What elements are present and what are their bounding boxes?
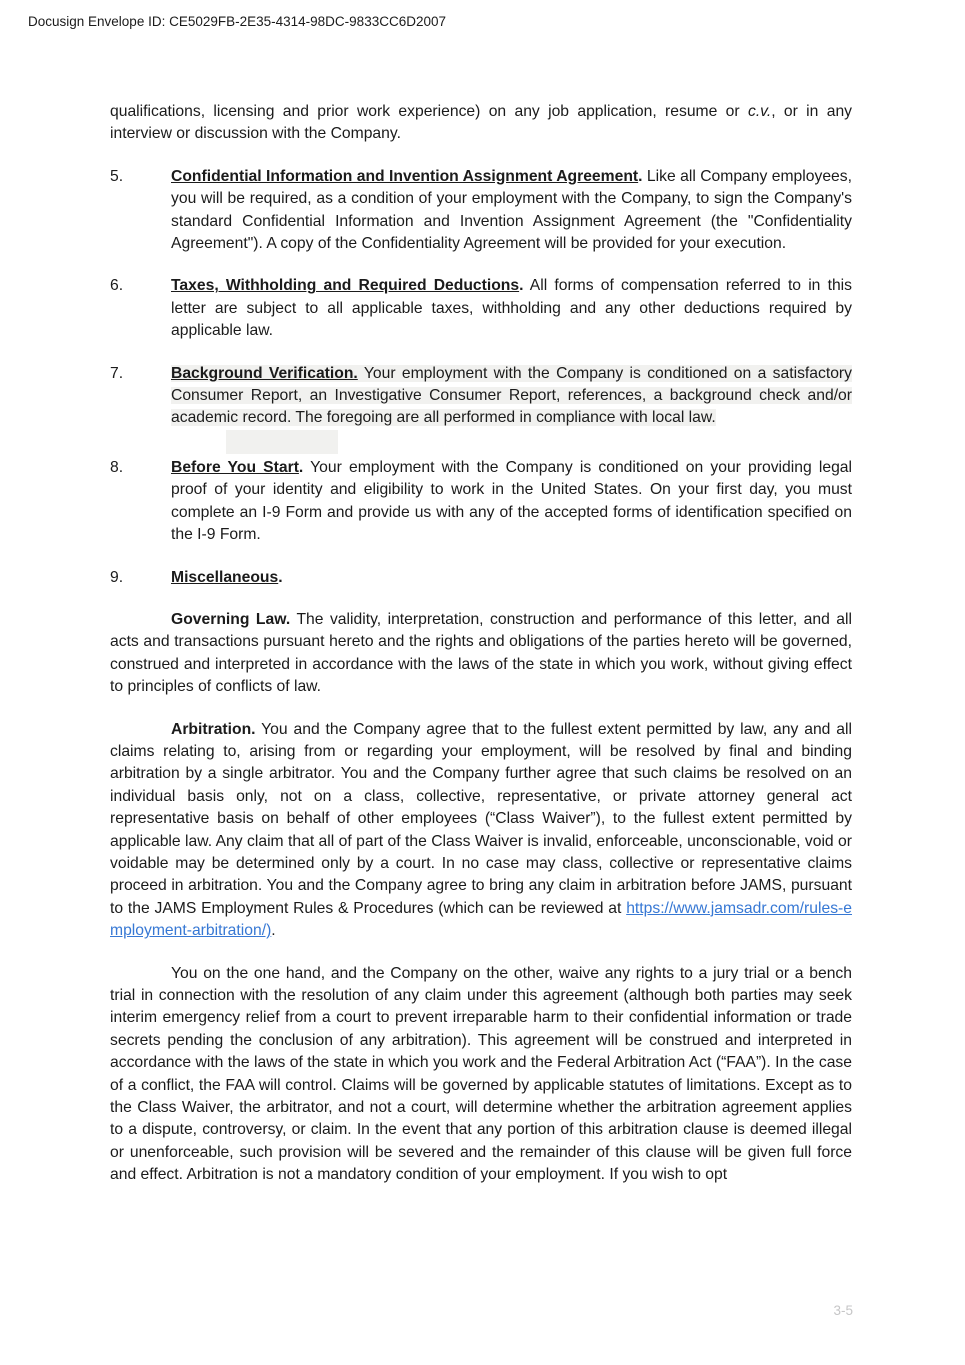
intro-text-start: qualifications, licensing and prior work experience) on any job application, resume or <box>110 103 748 120</box>
page-number: 3-5 <box>833 1303 853 1318</box>
clause-9-miscellaneous <box>110 567 852 589</box>
clause-8-number: 8. <box>110 458 124 476</box>
clause-7-number: 7. <box>110 364 124 382</box>
governing-law-body: The validity, interpretation, construction and performance of this letter, and all acts and transactions pursuant hereto and the rights and obligations of the parties hereto will be governed, construed and interpreted in accordance with the laws of the state in which you work, without giving effect to principles of conflicts of law. <box>110 610 852 696</box>
clause-8-heading: Before You Start <box>171 458 299 476</box>
arbitration-heading: Arbitration. <box>171 720 256 738</box>
clause-8-text: Before You Start. Your employment with the Company is conditioned on your providing legal proof of your identity and eligibility to work in the United States. On your first day, you must complete an I-9 Form and provide us with any of the accepted forms of identification specified on the I-9 Form. <box>171 458 852 544</box>
intro-paragraph <box>110 101 852 146</box>
clause-5-body: Like all Company employees, you will be required, as a condition of your employment with the Company, to sign the Company's standard Confidential Information and Invention Assignment Agreement (the "Confidentiality Agreement"). A copy of the Confidentiality Agreement will be provided for your execution. <box>171 167 852 253</box>
clause-5-confidentiality <box>110 166 852 256</box>
arbitration-body-end: . <box>271 922 276 940</box>
jury-trial-waiver-paragraph: You on the one hand, and the Company on the other, waive any rights to a jury trial or a bench trial in connection with the resolution of any claim under this agreement (although both parties may seek interim emergency relief from a court to prevent irreparable harm to their confidential information or trade secrets pending the conclusion of any arbitration). This agreement will be construed and interpreted in accordance with the laws of the state in which you work and the Federal Arbitration Act (“FAA”). In the case of a conflict, the FAA will control. Claims will be governed by applicable statutes of limitations. Except as to the Class Waiver, the arbitrator, and not a court, will determine whether the arbitration agreement applies to a dispute, controversy, or claim. In the event that any portion of this arbitration clause is deemed illegal or unenforceable, such provision will be severed and the remainder of this clause will be given full force and effect. Arbitration is not a mandatory condition of your employment. If you wish to opt <box>110 964 852 1184</box>
jams-rules-link[interactable]: https://www.jamsadr.com/rules-employment-arbitration/) <box>110 899 852 940</box>
clause-8-body: Your employment with the Company is conditioned on your providing legal proof of your identity and eligibility to work in the United States. On your first day, you must complete an I-9 Form and provide us with any of the accepted forms of identification specified on the I-9 Form. <box>171 458 852 544</box>
clause-6-body: All forms of compensation referred to in this letter are subject to all applicable taxes, withholding and any other deductions required by applicable law. <box>171 277 852 340</box>
cv-italic-text: c.v. <box>747 103 772 120</box>
intro-text-end: , or in any interview or discussion with the Company. <box>110 103 853 143</box>
clause-5-text: Confidential Information and Invention Assignment Agreement. Like all Company employees, you will be required, as a condition of your employment with the Company, to sign the Company's standard Confidential Information and Invention Assignment Agreement (the "Confidentiality Agreement"). A copy of the Confidentiality Agreement will be provided for your execution. <box>171 167 852 253</box>
governing-law-heading: Governing Law. <box>171 610 291 628</box>
letter-body <box>110 101 852 1207</box>
clause-6-taxes <box>110 275 852 342</box>
clause-9-number: 9. <box>110 568 124 586</box>
clause-9-heading: Miscellaneous <box>171 568 279 586</box>
clause-8-before-you-start <box>110 457 852 547</box>
clause-6-text: Taxes, Withholding and Required Deductions. All forms of compensation referred to in this letter are subject to all applicable taxes, withholding and any other deductions required by applicable law. <box>171 277 852 340</box>
clause-7-background-verification <box>110 363 852 454</box>
highlight-selection-block <box>226 430 338 454</box>
clause-6-number: 6. <box>110 277 124 295</box>
clause-5-heading: Confidential Information and Invention Assignment Agreement <box>171 167 639 185</box>
clause-7-heading: Background Verification. <box>171 364 358 382</box>
docusign-envelope-id: Docusign Envelope ID: CE5029FB-2E35-4314-98DC-9833CC6D2007 <box>28 14 446 29</box>
arbitration-paragraph <box>110 719 852 943</box>
governing-law-paragraph <box>110 609 852 699</box>
clause-6-heading: Taxes, Withholding and Required Deductions <box>171 277 520 295</box>
clause-7-body: Your employment with the Company is conditioned on a satisfactory Consumer Report, an Investigative Consumer Report, references, a background check and/or academic record. The foregoing are all performed in compliance with local law. <box>171 364 852 427</box>
clause-7-highlighted-text <box>171 365 852 427</box>
clause-9-text: Miscellaneous. <box>171 568 283 586</box>
clause-5-number: 5. <box>110 167 124 185</box>
arbitration-body-start: You and the Company agree that to the fullest extent permitted by law, any and all claims relating to, arising from or regarding your employment, will be resolved by final and binding arbitration by a single arbitrator. You and the Company further agree that such claims be resolved on an individual basis only, not on a class, collective, representative, or private attorney general act representative basis on behalf of other employees (“Class Waiver”), to the fullest extent permitted by applicable law. Any claim that all of part of the Class Waiver is invalid, enforceable, unconscionable, void or voidable may be determined only by a court. In no case may class, collective or representative claims proceed in arbitration. You and the Company agree to bring any claim in arbitration before JAMS, pursuant to the JAMS Employment Rules & Procedures (which can be reviewed at <box>110 720 852 917</box>
